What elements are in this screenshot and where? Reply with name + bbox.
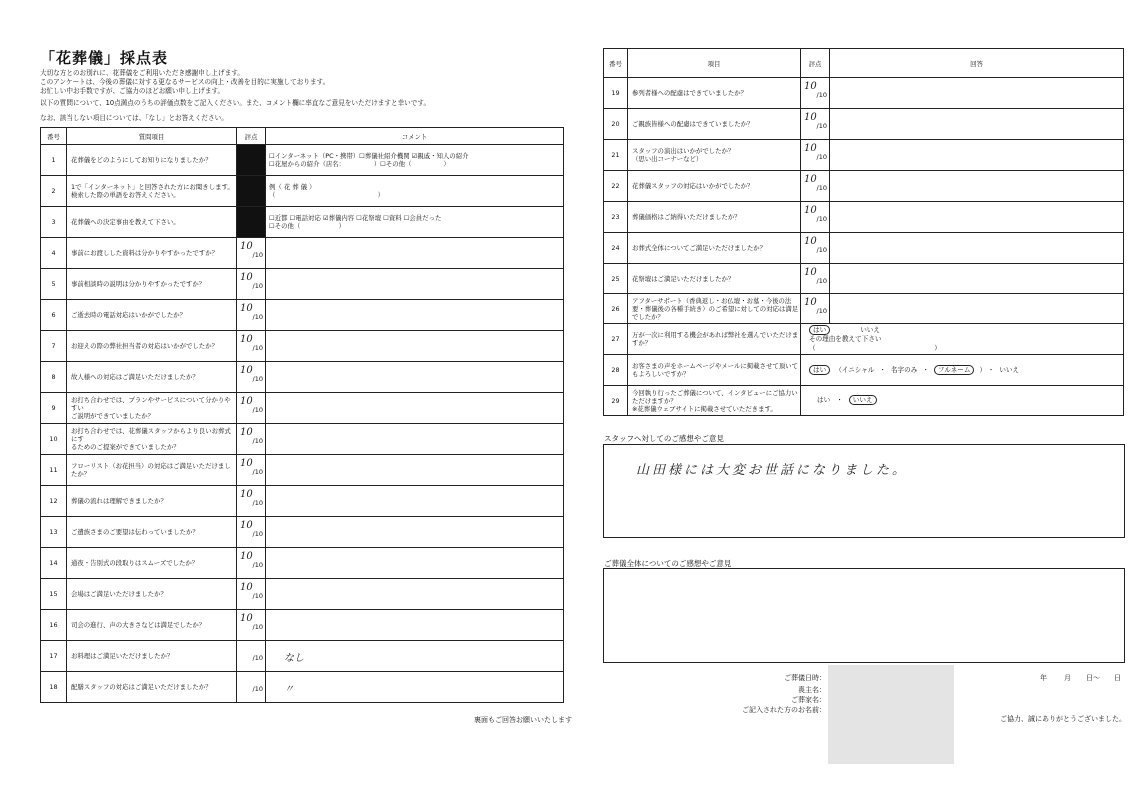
row-number: 26 (604, 294, 628, 324)
score-denominator: /10 (252, 654, 263, 662)
answer-cell[interactable] (830, 264, 1124, 294)
row-number: 24 (604, 233, 628, 264)
header-question: 質問項目 (67, 128, 237, 145)
score-value: 10 (240, 520, 253, 531)
score-value: 10 (240, 396, 253, 407)
row-number: 28 (604, 355, 628, 386)
score-cell[interactable] (237, 207, 266, 238)
question-text (67, 517, 237, 548)
date-year: 年 (1040, 674, 1047, 682)
row-number: 15 (41, 579, 67, 610)
choice-option[interactable]: ・ (879, 365, 886, 374)
staff-feedback-text: 山田様には大変お世話になりました。 (636, 463, 909, 478)
thanks-message: ご協力、誠にありがとうございました。 (1000, 715, 1126, 723)
score-value: 10 (804, 112, 817, 123)
table-row (41, 455, 564, 486)
score-value: 10 (240, 458, 253, 469)
back-page-note: 裏面もご回答お願いいたします (474, 716, 572, 724)
choice-option[interactable]: はい (809, 365, 830, 375)
row-number: 22 (604, 171, 628, 202)
question-text (67, 331, 237, 362)
comment-cell[interactable] (266, 238, 564, 269)
score-cell[interactable] (237, 331, 266, 362)
score-denominator: /10 (816, 307, 827, 315)
question-label: アフターサポート（香典返し・お仏壇・お墓・今後の法要・葬儀後の各種手続き）のご希望に対しての対応は満足でしたか？ (632, 296, 799, 321)
question-label: 1で「インターネット」と回答された方にお聞きします。 検索した際の単語をお答えください。 (71, 183, 234, 199)
score-cell[interactable] (801, 233, 830, 264)
row-number: 3 (41, 207, 67, 238)
choice-option[interactable]: 名字のみ (890, 365, 918, 374)
header-number: 番号 (41, 128, 67, 145)
page-title: 「花葬儀」採点表 (40, 49, 169, 67)
table-row (41, 145, 564, 176)
score-denominator: /10 (816, 246, 827, 254)
row-number: 25 (604, 264, 628, 294)
question-label: 参列者様への配慮はできていましたか？ (632, 89, 748, 97)
staff-feedback-box[interactable] (603, 444, 1125, 538)
question-text (67, 672, 237, 703)
comment-cell[interactable] (266, 207, 564, 238)
comment-cell[interactable] (266, 548, 564, 579)
score-value: 10 (804, 205, 817, 216)
intro-line-2: このアンケートは、今後の葬儀に対する更なるサービスの向上・改善を目的に実施しております。 (40, 78, 330, 86)
score-value: 10 (240, 613, 253, 624)
choice-line (809, 326, 1123, 335)
table-row (41, 641, 564, 672)
table-row (41, 269, 564, 300)
question-text (628, 294, 801, 324)
score-cell[interactable] (237, 145, 266, 176)
comment-cell[interactable] (266, 176, 564, 207)
score-cell[interactable] (237, 424, 266, 455)
score-value: 10 (240, 303, 253, 314)
comment-cell[interactable] (266, 486, 564, 517)
row-number: 10 (41, 424, 67, 455)
score-denominator: /10 (816, 184, 827, 192)
table-row (604, 140, 1124, 171)
table-row (604, 78, 1124, 109)
respondent-name-label: ご記入された方のお名前： (742, 706, 826, 714)
score-cell[interactable] (237, 672, 266, 703)
score-denominator: /10 (252, 623, 263, 631)
chief-mourner-label: 喪主名： (798, 686, 826, 694)
table-row (604, 294, 1124, 324)
question-text (628, 171, 801, 202)
question-text (628, 202, 801, 233)
table-row (41, 548, 564, 579)
question-label: 事前にお渡しした資料は分かりやすかったですか？ (71, 249, 218, 257)
choice-yes[interactable]: はい (817, 396, 831, 404)
comment-cell[interactable] (266, 269, 564, 300)
reason-label: その理由を教えて下さい (809, 334, 882, 343)
row-number: 27 (604, 324, 628, 355)
score-value: 10 (240, 427, 253, 438)
question-text (628, 386, 801, 416)
survey-table-left (40, 127, 564, 703)
score-cell[interactable] (801, 202, 830, 233)
row-number: 12 (41, 486, 67, 517)
answer-cell[interactable] (830, 202, 1124, 233)
score-value: 10 (804, 297, 817, 308)
score-cell[interactable] (237, 517, 266, 548)
question-text (628, 324, 801, 355)
score-value: 10 (240, 334, 253, 345)
question-text (67, 207, 237, 238)
score-value: 10 (240, 272, 253, 283)
score-denominator: /10 (252, 344, 263, 352)
table-row (41, 517, 564, 548)
score-denominator: /10 (252, 685, 263, 693)
table-row (41, 579, 564, 610)
question-text (67, 393, 237, 424)
comment-cell[interactable] (266, 455, 564, 486)
question-text (67, 486, 237, 517)
table-row (604, 171, 1124, 202)
table-row (604, 355, 1124, 386)
question-label: ご遺族さまのご要望は伝わっていましたか？ (71, 528, 199, 536)
score-cell[interactable] (801, 264, 830, 294)
comment-cell[interactable] (266, 393, 564, 424)
row-number: 7 (41, 331, 67, 362)
table-row (41, 207, 564, 238)
score-denominator: /10 (816, 215, 827, 223)
question-text (67, 641, 237, 672)
score-cell[interactable] (237, 176, 266, 207)
score-value: 10 (240, 551, 253, 562)
row-number: 9 (41, 393, 67, 424)
score-denominator: /10 (252, 437, 263, 445)
comment-cell[interactable] (266, 362, 564, 393)
table-row (41, 610, 564, 641)
score-value: 10 (240, 582, 253, 593)
question-text (67, 610, 237, 641)
score-cell[interactable] (237, 269, 266, 300)
question-label: 通夜・告別式の段取りはスムーズでしたか？ (71, 559, 199, 567)
row-number: 1 (41, 145, 67, 176)
score-denominator: /10 (252, 282, 263, 290)
question-label: ご親族皆様への配慮はできていましたか？ (632, 120, 754, 128)
redacted-info-area (828, 665, 954, 764)
answer-cell[interactable] (830, 171, 1124, 202)
comment-cell[interactable] (266, 610, 564, 641)
comment-option-line: ☐花屋からの紹介（店名： ）☐その他（ ） (269, 160, 450, 168)
overall-feedback-box[interactable] (603, 568, 1125, 663)
question-text (67, 238, 237, 269)
table-row (41, 300, 564, 331)
choice-option[interactable]: ・ (922, 365, 929, 374)
score-cell[interactable] (237, 300, 266, 331)
score-value: 10 (804, 174, 817, 185)
header-score: 評点 (237, 128, 266, 145)
row-number: 23 (604, 202, 628, 233)
answer-cell[interactable] (801, 355, 1124, 386)
choice-yes-circled[interactable]: はい (809, 325, 830, 335)
header-number-right: 番号 (604, 49, 628, 78)
row-number: 21 (604, 140, 628, 171)
score-value: 10 (804, 143, 817, 154)
score-cell[interactable] (237, 579, 266, 610)
answer-cell[interactable] (801, 324, 1124, 355)
question-text (67, 145, 237, 176)
score-denominator: /10 (252, 313, 263, 321)
score-cell[interactable] (801, 140, 830, 171)
score-cell[interactable] (237, 455, 266, 486)
question-label: 会場はご満足いただけましたか？ (71, 590, 167, 598)
answer-cell[interactable] (830, 233, 1124, 264)
score-denominator: /10 (816, 153, 827, 161)
table-row (604, 386, 1124, 416)
question-label: 万が一次に利用する機会があれば弊社を選んでいただけますか？ (632, 331, 799, 347)
score-denominator: /10 (252, 468, 263, 476)
question-label: お打ち合わせでは、プランやサービスについて分かりやすい ご説明ができていましたか？ (71, 396, 231, 420)
row-number: 11 (41, 455, 67, 486)
score-value: 10 (804, 267, 817, 278)
table-row (604, 264, 1124, 294)
staff-feedback-label: スタッフへ対してのご感想やご意見 (604, 434, 724, 443)
row-number: 5 (41, 269, 67, 300)
score-value: 10 (240, 365, 253, 376)
table-row (41, 176, 564, 207)
row-number: 4 (41, 238, 67, 269)
score-denominator: /10 (252, 406, 263, 414)
score-denominator: /10 (816, 122, 827, 130)
question-label: お客さまの声をホームページやメールに掲載させて頂いてもよろしいですか？ (632, 362, 798, 378)
comment-option-line: ☐近都 ☐電話対応 ☑葬儀内容 ☐花祭壇 ☐資料 ☐会員だった (269, 214, 442, 222)
table-row (41, 362, 564, 393)
row-number: 2 (41, 176, 67, 207)
score-cell[interactable] (801, 294, 830, 324)
row-number: 16 (41, 610, 67, 641)
family-name-label: ご葬家名： (791, 696, 826, 704)
score-denominator: /10 (252, 592, 263, 600)
header-item-right: 項目 (628, 49, 801, 78)
score-cell[interactable] (237, 610, 266, 641)
question-text (628, 78, 801, 109)
score-cell[interactable] (801, 109, 830, 140)
question-label: 花葬儀をどのようにしてお知りになりましたか？ (71, 156, 212, 164)
reason-field[interactable]: （ ） (809, 343, 941, 352)
choice-no[interactable]: いいえ (860, 325, 880, 334)
choice-separator: ・ (836, 396, 843, 404)
score-cell[interactable] (237, 362, 266, 393)
overall-feedback-label: ご葬儀全体についてのご感想やご意見 (604, 559, 732, 568)
question-label: 花葬儀スタッフの対応はいかがでしたか？ (632, 182, 754, 190)
question-label: 事前相談時の説明は分かりやすかったですか？ (71, 280, 206, 288)
score-denominator: /10 (816, 91, 827, 99)
question-text (628, 233, 801, 264)
score-cell[interactable] (801, 78, 830, 109)
question-text (628, 355, 801, 386)
question-text (67, 579, 237, 610)
table-row (41, 331, 564, 362)
question-text (628, 109, 801, 140)
question-text (628, 264, 801, 294)
header-score-right: 評点 (801, 49, 830, 78)
question-label: フローリスト（お花担当）の対応はご満足いただけましたか？ (71, 462, 231, 478)
row-number: 17 (41, 641, 67, 672)
comment-cell[interactable] (266, 331, 564, 362)
row-number: 18 (41, 672, 67, 703)
comment-cell[interactable] (266, 672, 564, 703)
answer-cell[interactable] (801, 386, 1124, 416)
row-number: 14 (41, 548, 67, 579)
question-text (67, 362, 237, 393)
question-text (67, 300, 237, 331)
choice-no-circled[interactable]: いいえ (849, 395, 877, 405)
question-label: 司会の進行、声の大きさなどは満足でしたか？ (71, 621, 206, 629)
choice-option[interactable]: ） (979, 365, 983, 374)
score-cell[interactable] (237, 393, 266, 424)
table-row (604, 233, 1124, 264)
question-label: スタッフの演出はいかがでしたか？ （思い出コーナーなど） (632, 147, 735, 163)
comment-cell[interactable] (266, 300, 564, 331)
comment-option-line: （ ） (269, 191, 385, 199)
comment-handwritten: なし (284, 652, 304, 664)
intro-line-1: 大切な方とのお別れに、花葬儀をご利用いただき感謝申し上げます。 (40, 69, 244, 77)
row-number: 29 (604, 386, 628, 416)
question-text (67, 176, 237, 207)
answer-cell[interactable] (830, 140, 1124, 171)
score-denominator: /10 (252, 375, 263, 383)
choice-option[interactable]: （イニシャル (835, 365, 875, 374)
question-text (67, 269, 237, 300)
date-day-to: 日 (1114, 674, 1121, 682)
table-row (604, 324, 1124, 355)
comment-option-line: 例（ 花 葬 儀 ） (269, 183, 316, 191)
question-label: お迎えの際の弊社担当者の対応はいかがでしたか？ (71, 342, 218, 350)
question-text (67, 548, 237, 579)
score-cell[interactable] (237, 486, 266, 517)
question-label: 葬儀価格はご納得いただけましたか？ (632, 213, 741, 221)
comment-cell[interactable] (266, 424, 564, 455)
intro-line-3: お忙しい中お手数ですが、ご協力のほどお願い申し上げます。 (40, 87, 225, 95)
score-denominator: /10 (816, 277, 827, 285)
score-value: 10 (240, 489, 253, 500)
date-day-from: 日～ (1086, 674, 1100, 682)
header-comment: コメント (266, 128, 564, 145)
question-label: 花葬儀への決定事由を教えて下さい。 (71, 218, 180, 226)
table-row (41, 672, 564, 703)
score-denominator: /10 (252, 561, 263, 569)
score-denominator: /10 (252, 499, 263, 507)
table-row (604, 202, 1124, 233)
score-value: 10 (804, 236, 817, 247)
table-row (41, 393, 564, 424)
table-row (604, 109, 1124, 140)
survey-table-right (603, 48, 1124, 416)
comment-cell[interactable] (266, 517, 564, 548)
question-label: ご逝去時の電話対応はいかがでしたか？ (71, 311, 187, 319)
table-row (41, 238, 564, 269)
score-cell[interactable] (237, 238, 266, 269)
question-label: 今回執り行ったご葬儀について、インタビューにご協力いただけますか？ ※花葬儀ウェブサイトに掲載させていただきます。 (632, 388, 798, 413)
score-value: 10 (804, 81, 817, 92)
row-number: 20 (604, 109, 628, 140)
comment-cell[interactable] (266, 641, 564, 672)
row-number: 13 (41, 517, 67, 548)
comment-handwritten: 〃 (284, 683, 294, 695)
question-label: お料理はご満足いただけましたか？ (71, 652, 174, 660)
score-denominator: /10 (252, 251, 263, 259)
choice-option[interactable]: ・ (987, 365, 995, 374)
question-label: 花祭壇はご満足いただけましたか？ (632, 274, 735, 283)
score-cell[interactable] (801, 171, 830, 202)
question-label: お打ち合わせでは、花葬儀スタッフからより良いお葬式にす るためのご提案ができていましたか？ (71, 427, 231, 451)
header-answer-right: 回答 (830, 49, 1124, 78)
date-month: 月 (1064, 674, 1071, 682)
comment-cell[interactable] (266, 145, 564, 176)
question-label: 故人様への対応はご満足いただけましたか？ (71, 373, 199, 381)
answer-cell[interactable] (830, 294, 1124, 324)
choice-option[interactable]: フルネーム (934, 365, 975, 375)
row-number: 6 (41, 300, 67, 331)
table-row (41, 486, 564, 517)
comment-option-line: ☐インターネット（PC・携帯）☐葬儀社紹介機関 ☑親戚・知人の紹介 (269, 152, 469, 160)
funeral-date-label: ご葬儀日時： (784, 674, 826, 682)
comment-cell[interactable] (266, 579, 564, 610)
choice-option[interactable]: いいえ (999, 365, 1020, 374)
question-text (628, 140, 801, 171)
question-text (67, 424, 237, 455)
score-cell[interactable] (237, 548, 266, 579)
question-text (67, 455, 237, 486)
intro-line-4: 以下の質問について、10点満点のうちの評価点数をご記入ください。また、コメント欄に率直なご意見をいただけますと幸いです。 (40, 99, 431, 107)
score-denominator: /10 (252, 530, 263, 538)
score-value: 10 (240, 241, 253, 252)
comment-option-line: ☐その他（ ） (269, 222, 346, 230)
table-row (41, 424, 564, 455)
score-cell[interactable] (237, 641, 266, 672)
question-label: 配膳スタッフの対応はご満足いただけましたか？ (71, 683, 212, 691)
answer-cell[interactable] (830, 78, 1124, 109)
question-label: 葬儀の流れは理解できましたか？ (71, 497, 167, 505)
question-label: お葬式全体についてご満足いただけましたか？ (632, 244, 767, 252)
intro-line-5: なお、該当しない項目については、「なし」とお答えください。 (40, 114, 228, 122)
row-number: 8 (41, 362, 67, 393)
row-number: 19 (604, 78, 628, 109)
answer-cell[interactable] (830, 109, 1124, 140)
